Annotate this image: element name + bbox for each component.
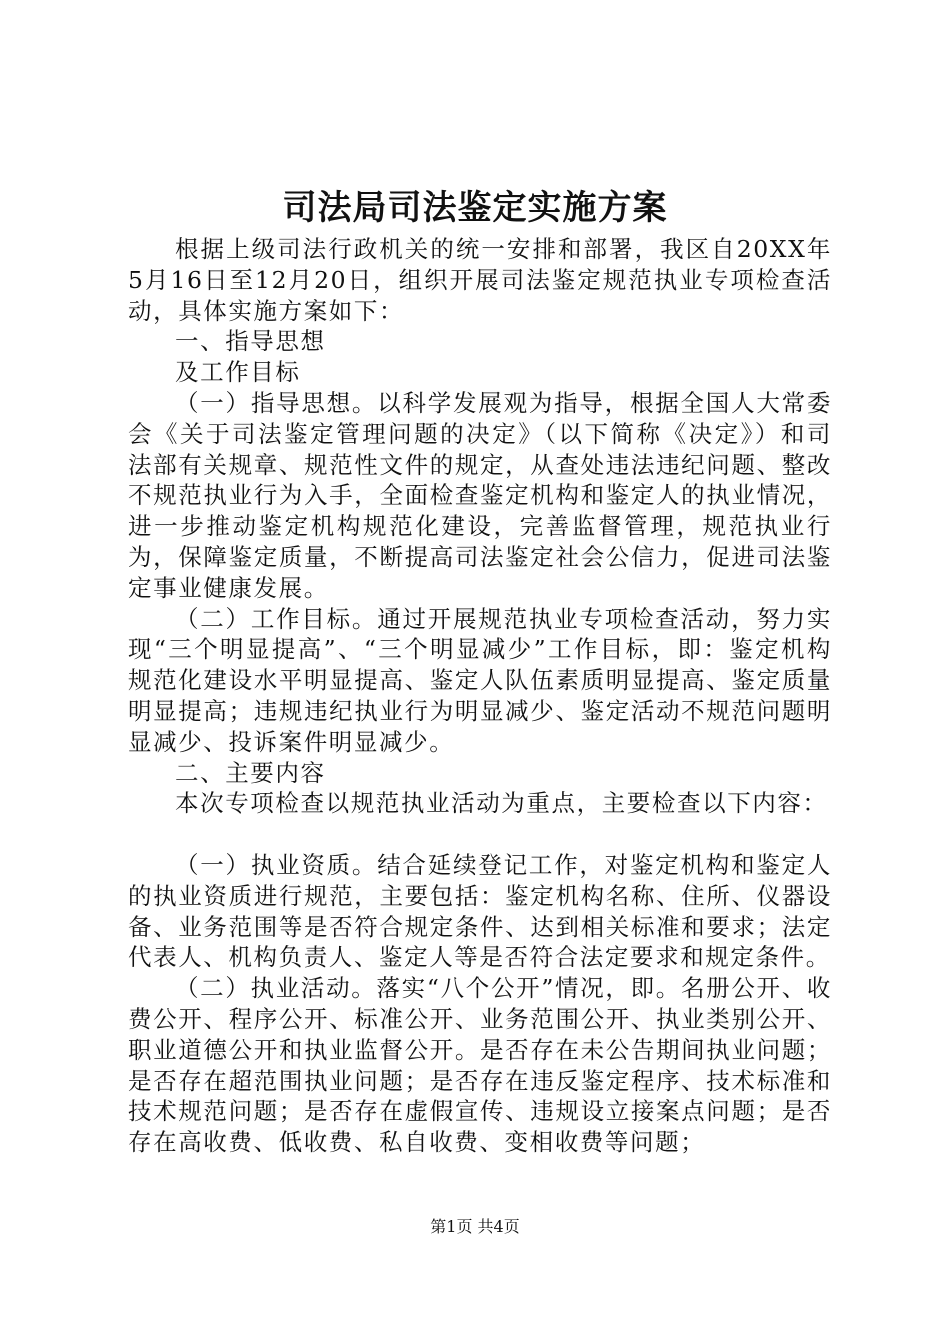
paragraph-guiding-ideology: （一）指导思想。以科学发展观为指导，根据全国人大常委会《关于司法鉴定管理问题的决定》（以下简称《决定》）和司法部有关规章、规范性文件的规定，从查处违法违纪问题、整改不规范执业行为入手，全面检查鉴定机构和鉴定人的执业情况，进一步推动鉴定机构规范化建设，完善监督管理，规范执业行为，保障鉴定质量，不断提高司法鉴定社会公信力，促进司法鉴定事业健康发展。: [128, 388, 832, 602]
paragraph-work-goals: （二）工作目标。通过开展规范执业专项检查活动，努力实现“三个明显提高”、“三个明显减少”工作目标，即：鉴定机构规范化建设水平明显提高、鉴定人队伍素质明显提高、鉴定质量明显提高；违规违纪执业行为明显减少、鉴定活动不规范问题明显减少、投诉案件明显减少。: [128, 604, 832, 756]
document-body: [128, 234, 832, 1158]
page-footer: 第1页 共4页: [430, 1217, 520, 1236]
paragraph-practice-activities: （二）执业活动。落实“八个公开”情况，即。名册公开、收费公开、程序公开、标准公开、业务范围公开、执业类别公开、职业道德公开和执业监督公开。是否存在未公告期间执业问题；是否存在超范围执业问题；是否存在违反鉴定程序、技术标准和技术规范问题；是否存在虚假宣传、违规设立接案点问题；是否存在高收费、低收费、私自收费、变相收费等问题；: [128, 974, 832, 1157]
paragraph-practice-qualification: （一）执业资质。结合延续登记工作，对鉴定机构和鉴定人的执业资质进行规范，主要包括：鉴定机构名称、住所、仪器设备、业务范围等是否符合规定条件、达到相关标准和要求；法定代表人、机构负责人、鉴定人等是否符合法定要求和规定条件。: [128, 850, 832, 972]
heading-main-content: 二、主要内容: [175, 758, 326, 787]
paragraph-inspection-scope: 本次专项检查以规范执业活动为重点，主要检查以下内容：: [175, 789, 828, 818]
heading-guiding-ideology: 一、指导思想: [175, 327, 326, 356]
heading-work-goals: 及工作目标: [175, 358, 301, 387]
paragraph-intro: 根据上级司法行政机关的统一安排和部署，我区自20XX年5月16日至12月20日，组织开展司法鉴定规范执业专项检查活动，具体实施方案如下：: [128, 235, 832, 325]
document-title: 司法局司法鉴定实施方案: [282, 188, 668, 228]
